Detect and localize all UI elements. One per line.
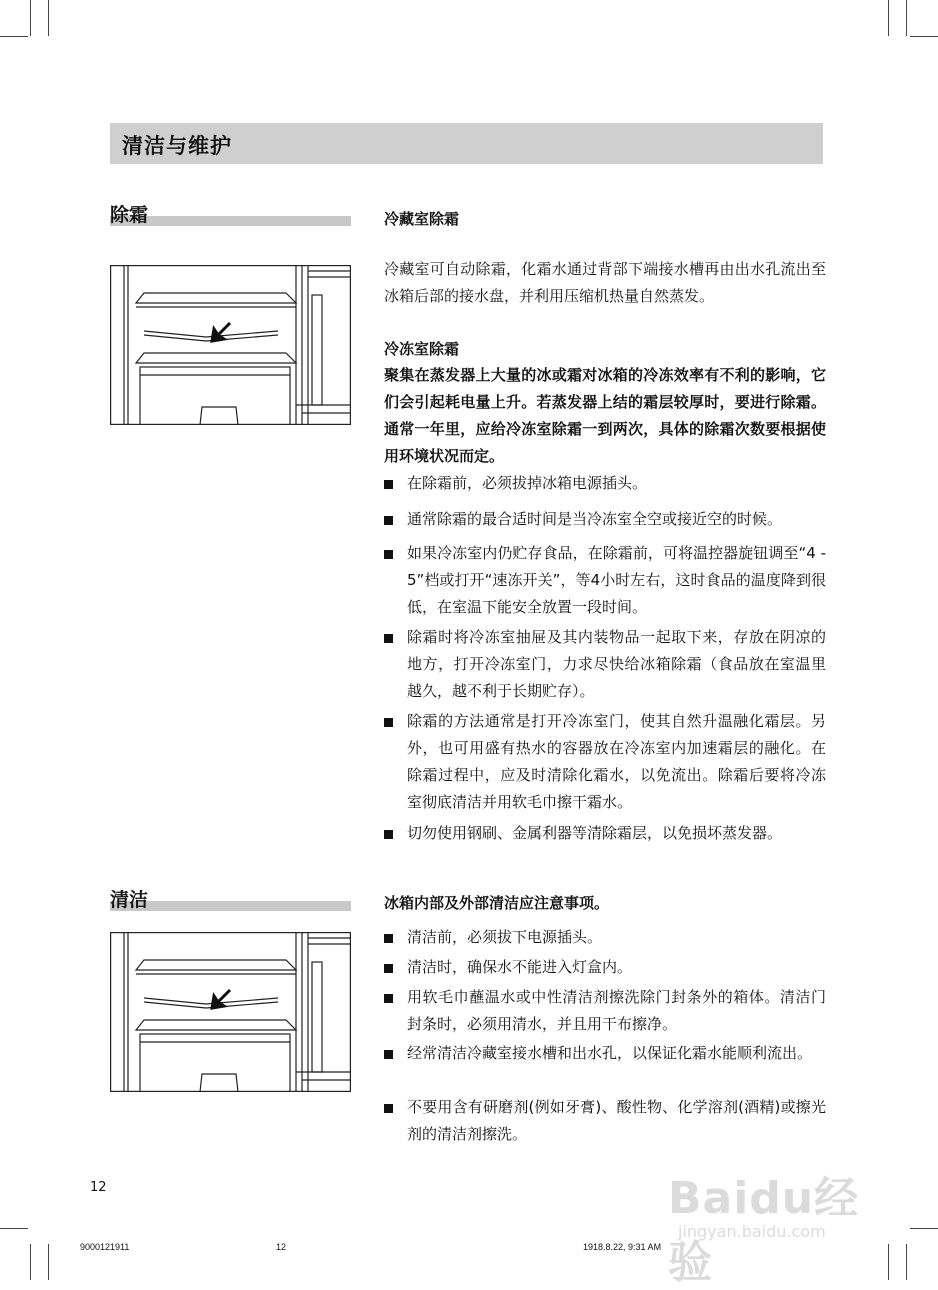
- list-item: [384, 1040, 826, 1067]
- crop-mark: [906, 0, 907, 36]
- fridge-interior-figure: [110, 265, 351, 425]
- bullet-square: [384, 994, 393, 1003]
- bullet-square: [384, 550, 393, 559]
- crop-mark: [30, 1244, 31, 1280]
- footer-code: 9000121911: [80, 1242, 130, 1252]
- fridge-defrost-heading: 冷藏室除霜: [384, 210, 460, 228]
- bullet-square: [384, 718, 393, 727]
- list-item: [384, 954, 826, 981]
- list-item: [384, 506, 826, 533]
- list-item: [384, 708, 826, 816]
- crop-mark: [910, 1228, 938, 1229]
- cleaning-heading: 冰箱内部及外部清洁应注意事项。: [384, 894, 610, 912]
- watermark-brand: Baidu经验: [668, 1173, 860, 1288]
- section-banner: [110, 123, 823, 164]
- freezer-defrost-text: 聚集在蒸发器上大量的冰或霜对冰箱的冷冻效率有不利的影响，它们会引起耗电量上升。若蒸发器上结的霜层较厚时，要进行除霜。通常一年里，应给冷冻室除霜一到两次，具体的除霜次数要根据使用环境状况而定。: [384, 366, 826, 465]
- bullet-square: [384, 1050, 393, 1059]
- list-item-text: 用软毛巾蘸温水或中性清洁剂擦洗除门封条外的箱体。清洁门封条时，必须用清水，并且用干布擦净。: [407, 988, 826, 1033]
- cleaning-side-heading: [110, 885, 351, 911]
- section-title: 清洁与维护: [122, 134, 232, 158]
- list-item-text: 除霜时将冷冻室抽屉及其内装物品一起取下来，存放在阴凉的地方，打开冷冻室门，力求尽快给冰箱除霜（食品放在室温里越久，越不利于长期贮存）。: [407, 628, 826, 700]
- bullet-square: [384, 830, 393, 839]
- list-item-text: 切勿使用钢刷、金属利器等清除霜层，以免损坏蒸发器。: [407, 824, 783, 842]
- defrost-side-heading: [110, 200, 351, 226]
- crop-mark: [888, 0, 889, 36]
- page-number: 12: [90, 1180, 107, 1195]
- bullet-square: [384, 934, 393, 943]
- list-item-text: 除霜的方法通常是打开冷冻室门，使其自然升温融化霜层。另外，也可用盛有热水的容器放在冷冻室内加速霜层的融化。在除霜过程中，应及时清除化霜水，以免流出。除霜后要将冷冻室彻底清洁并用软毛巾擦干霜水。: [407, 712, 826, 811]
- freezer-defrost-heading: 冷冻室除霜: [384, 340, 460, 358]
- crop-mark: [0, 36, 28, 37]
- cleaning-heading-label: 清洁: [110, 889, 149, 911]
- list-item-text: 清洁前，必须拔下电源插头。: [407, 928, 603, 946]
- crop-mark: [906, 1244, 907, 1280]
- crop-mark: [0, 1228, 28, 1229]
- defrost-heading-label: 除霜: [110, 204, 149, 226]
- bullet-square: [384, 634, 393, 643]
- list-item: [384, 540, 826, 621]
- list-item: [384, 470, 826, 497]
- list-item: [384, 924, 826, 951]
- fridge-defrost-text: 冷藏室可自动除霜，化霜水通过背部下端接水槽再由出水孔流出至冰箱后部的接水盘，并利用压缩机热量自然蒸发。: [384, 260, 826, 305]
- list-item: [384, 820, 826, 847]
- list-item-text: 在除霜前，必须拔掉冰箱电源插头。: [407, 474, 648, 492]
- crop-mark: [910, 36, 938, 37]
- watermark-url: jingyan.baidu.com: [678, 1222, 826, 1241]
- list-item-text: 不要用含有研磨剂(例如牙膏)、酸性物、化学溶剂(酒精)或擦光剂的清洁剂擦洗。: [407, 1098, 826, 1143]
- bullet-square: [384, 1104, 393, 1113]
- list-item-text: 如果冷冻室内仍贮存食品，在除霜前，可将温控器旋钮调至“4 - 5”档或打开“速冻开关”，等4小时左右，这时食品的温度降到很低，在室温下能安全放置一段时间。: [407, 544, 826, 616]
- crop-mark: [48, 0, 49, 36]
- crop-mark: [30, 0, 31, 36]
- footer-datetime: 1918.8.22, 9:31 AM: [583, 1242, 662, 1252]
- list-item: [384, 984, 826, 1038]
- bullet-square: [384, 516, 393, 525]
- list-item: [384, 624, 826, 705]
- bullet-square: [384, 964, 393, 973]
- crop-mark: [48, 1244, 49, 1280]
- list-item-text: 经常清洁冷藏室接水槽和出水孔，以保证化霜水能顺利流出。: [407, 1044, 813, 1062]
- list-item-text: 清洁时，确保水不能进入灯盒内。: [407, 958, 633, 976]
- list-item-text: 通常除霜的最合适时间是当冷冻室全空或接近空的时候。: [407, 510, 783, 528]
- footer-page: 12: [276, 1242, 287, 1252]
- baidu-watermark: [668, 1140, 898, 1288]
- fridge-interior-figure-2: [110, 932, 351, 1092]
- bullet-square: [384, 480, 393, 489]
